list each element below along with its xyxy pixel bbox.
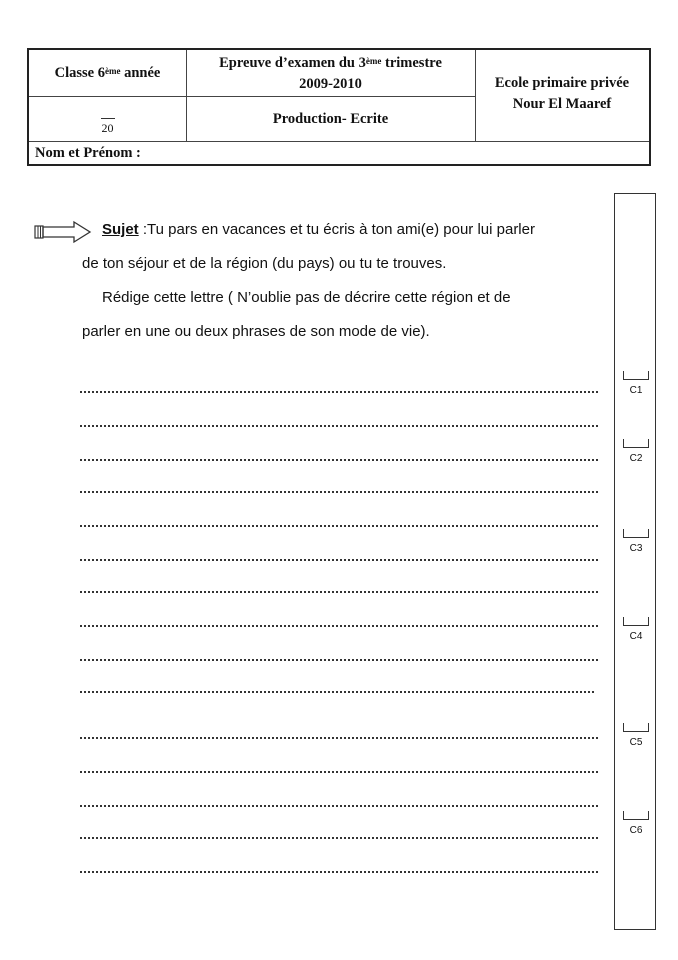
instruction-line2: parler en une ou deux phrases de son mode de vie). — [82, 323, 430, 340]
criterion-c5 — [615, 723, 657, 748]
answer-line[interactable] — [80, 456, 598, 464]
name-cell — [35, 142, 335, 164]
answer-line[interactable] — [80, 802, 598, 810]
answer-line[interactable] — [80, 422, 598, 430]
exam-title-cell — [186, 52, 475, 96]
criterion-c1 — [615, 371, 657, 396]
score-box[interactable] — [623, 529, 649, 538]
score-box[interactable] — [623, 371, 649, 380]
score-column — [614, 193, 656, 930]
exam-header-table — [27, 48, 651, 166]
subject-prompt-line2: de ton séjour et de la région (du pays) ou tu te trouves. — [82, 255, 447, 272]
arrow-right-icon — [34, 220, 92, 244]
name-label: Nom et Prénom : — [35, 144, 141, 161]
school-cell — [475, 68, 649, 120]
school-name-line1: Ecole primaire privée — [494, 75, 630, 91]
score-box[interactable] — [623, 723, 649, 732]
answer-line[interactable] — [80, 656, 598, 664]
criterion-label: C2 — [629, 453, 643, 464]
criterion-c4 — [615, 617, 657, 642]
criterion-label: C4 — [629, 631, 643, 642]
subject-label: Sujet — [102, 221, 139, 238]
class-label: Classe 6ème année — [54, 64, 161, 81]
answer-line[interactable] — [80, 734, 598, 742]
criterion-label: C1 — [629, 385, 643, 396]
subject-prompt-line1 — [102, 213, 598, 247]
answer-line[interactable] — [80, 768, 598, 776]
criterion-label: C5 — [629, 737, 643, 748]
exam-title: Epreuve d’examen du 3ème trimestre — [219, 55, 442, 71]
answer-line[interactable] — [80, 388, 598, 396]
answer-line[interactable] — [80, 556, 598, 564]
answer-line[interactable] — [80, 688, 594, 696]
score-box[interactable] — [623, 439, 649, 448]
subject-text-1: :Tu pars en vacances et tu écris à ton ami(e) pour lui parler — [138, 221, 535, 238]
answer-line[interactable] — [80, 522, 598, 530]
fraction-bar — [101, 118, 115, 119]
criterion-label: C3 — [629, 543, 643, 554]
answer-line[interactable] — [80, 834, 598, 842]
score-cell — [29, 97, 186, 141]
score-box[interactable] — [623, 617, 649, 626]
class-cell — [29, 50, 186, 96]
score-denominator: 20 — [101, 120, 114, 135]
answer-line[interactable] — [80, 488, 598, 496]
school-name-line2: Nour El Maaref — [512, 96, 612, 112]
answer-line[interactable] — [80, 588, 598, 596]
exam-year: 2009-2010 — [299, 76, 362, 92]
score-box[interactable] — [623, 811, 649, 820]
criterion-c6 — [615, 811, 657, 836]
subject-title: Production- Ecrite — [272, 110, 389, 127]
subject-cell — [186, 97, 475, 141]
criterion-c3 — [615, 529, 657, 554]
criterion-c2 — [615, 439, 657, 464]
instruction-line1: Rédige cette lettre ( N’oublie pas de décrire cette région et de — [102, 289, 511, 306]
answer-line[interactable] — [80, 868, 598, 876]
criterion-label: C6 — [629, 825, 643, 836]
answer-line[interactable] — [80, 622, 598, 630]
